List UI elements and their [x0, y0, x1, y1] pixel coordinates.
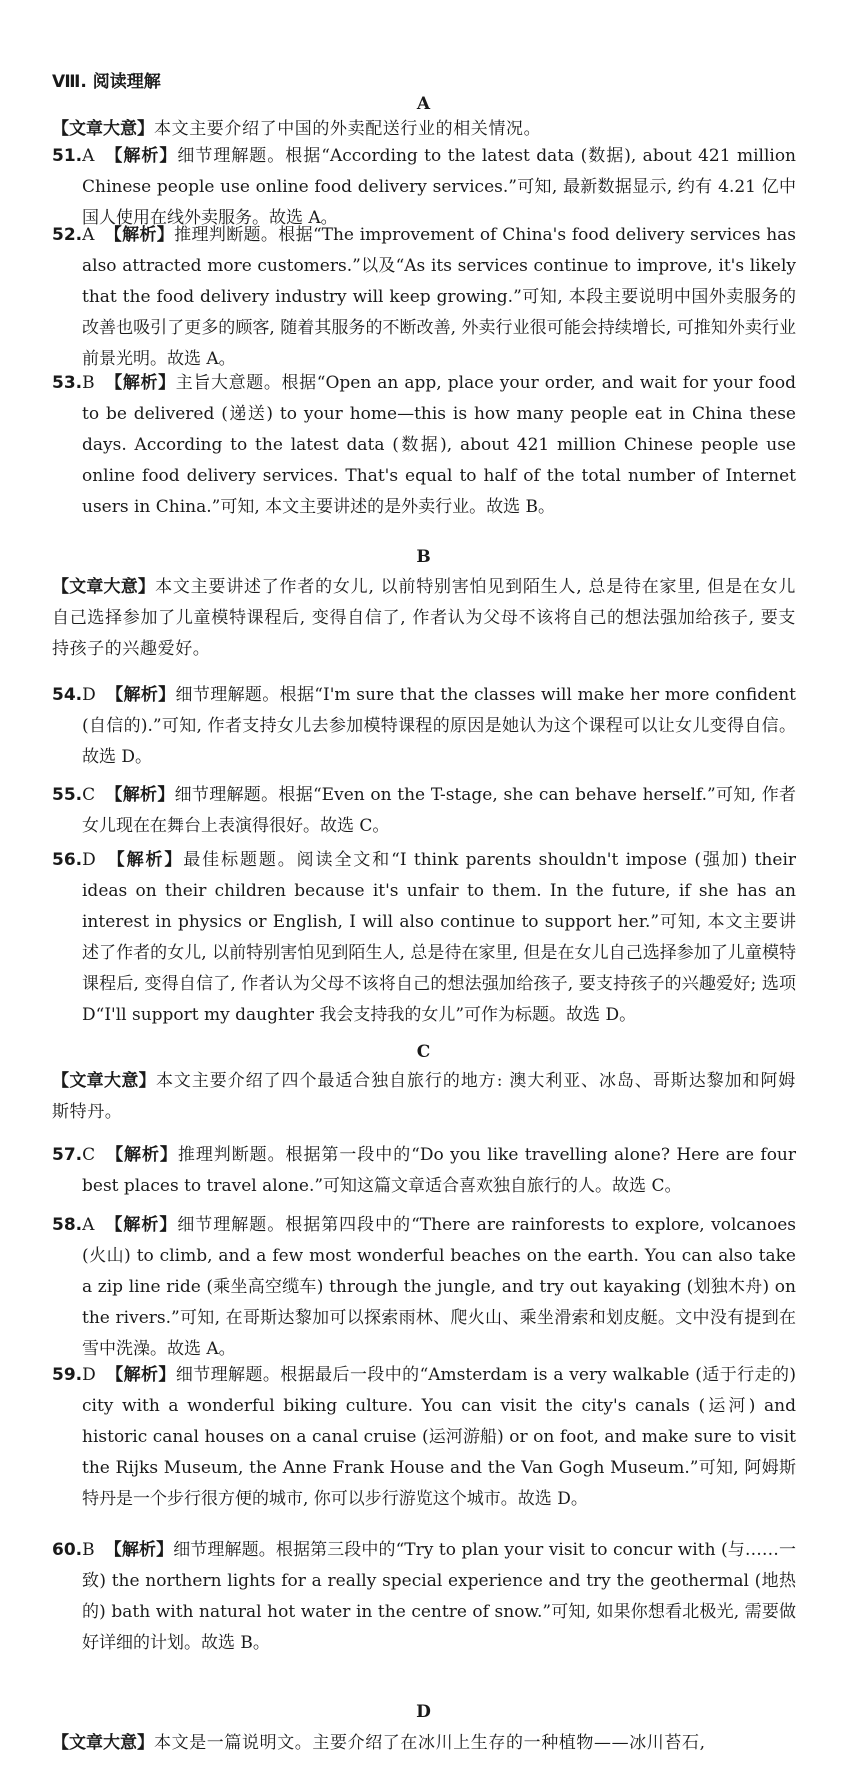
analysis-tag: 【解析】 [104, 225, 175, 245]
answer-item-56 [52, 845, 796, 1031]
answer-item-54 [52, 680, 796, 773]
analysis-text: 主旨大意题。根据“Open an app, place your order, and wait for your food to be delivered (递送) to your home—this is how many people eat in China these days. According to the latest data (数据), about 421 million Chinese people use online food delivery services. That's equal to half of the total number of Internet users in China.”可知, 本文主要讲述的是外卖行业。故选 B。 [82, 373, 796, 517]
analysis-text: 细节理解题。根据“Even on the T-stage, she can behave herself.”可知, 作者女儿现在在舞台上表演得很好。故选 C。 [82, 785, 796, 836]
analysis-tag: 【解析】 [104, 373, 176, 393]
passage-d-summary [52, 1728, 796, 1759]
analysis-tag: 【解析】 [104, 1215, 178, 1235]
passage-b-letter: B [416, 547, 431, 567]
analysis-tag: 【解析】 [104, 1540, 174, 1560]
summary-text: 本文主要介绍了中国的外卖配送行业的相关情况。 [154, 119, 542, 139]
answer-letter: A [82, 146, 95, 166]
question-number: 55. [52, 785, 83, 805]
analysis-text: 最佳标题题。阅读全文和“I think parents shouldn't impose (强加) their ideas on their children because it's unfair to them. In the future, if she has an interest in physics or English, I will also continue to support her.”可知, 本文主要讲述了作者的女儿, 以前特别害怕见到陌生人, 总是待在家里, 但是在女儿自己选择参加了儿童模特课程后, 变得自信了, 作者认为父母不该将自己的想法强加给孩子, 要支持孩子的兴趣爱好; 选项 D“I'll support my daughter 我会支持我的女儿”可作为标题。故选 D。 [82, 850, 797, 1025]
answer-letter: B [82, 1540, 95, 1560]
answer-letter: B [82, 373, 95, 393]
analysis-text: 细节理解题。根据第四段中的“There are rainforests to explore, volcanoes (火山) to climb, and a few most wonderful beaches on the earth. You can also take a zip line ride (乘坐高空缆车) through the jungle, and try out kayaking (划独木舟) on the rivers.”可知, 在哥斯达黎加可以探索雨林、爬火山、乘坐滑索和划皮艇。文中没有提到在雪中洗澡。故选 A。 [82, 1215, 797, 1359]
analysis-text: 推理判断题。根据“The improvement of China's food delivery services has also attracted more customers.”以及“As its services continue to improve, it's likely that the food delivery industry will keep growing.”可知, 本段主要说明中国外卖服务的改善也吸引了更多的顾客, 随着其服务的不断改善, 外卖行业很可能会持续增长, 可推知外卖行业前景光明。故选 A。 [82, 225, 796, 369]
analysis-text: 细节理解题。根据第三段中的“Try to plan your visit to concur with (与……一致) the northern lights for a really special experience and try the geothermal (地热的) bath with natural hot water in the centre of snow.”可知, 如果你想看北极光, 需要做好详细的计划。故选 B。 [82, 1540, 797, 1653]
summary-text: 本文主要讲述了作者的女儿, 以前特别害怕见到陌生人, 总是待在家里, 但是在女儿自己选择参加了儿童模特课程后, 变得自信了, 作者认为父母不该将自己的想法强加给孩子, 要支持孩子的兴趣爱好。 [52, 577, 797, 659]
answer-letter: D [82, 850, 96, 870]
analysis-tag: 【解析】 [105, 685, 176, 705]
answer-item-59 [52, 1360, 796, 1515]
analysis-tag: 【解析】 [105, 850, 184, 870]
passage-d-letter: D [416, 1702, 431, 1722]
summary-tag: 【文章大意】 [52, 577, 156, 597]
summary-tag: 【文章大意】 [52, 119, 154, 139]
answer-item-52 [52, 220, 796, 375]
summary-tag: 【文章大意】 [52, 1071, 156, 1091]
answer-letter: C [82, 1145, 96, 1165]
passage-c-letter: C [416, 1042, 431, 1062]
passage-c-summary [52, 1066, 796, 1128]
analysis-text: 推理判断题。根据第一段中的“Do you like travelling alone? Here are four best places to travel alone.”可知这篇文章适合喜欢独自旅行的人。故选 C。 [82, 1145, 797, 1196]
analysis-text: 细节理解题。根据最后一段中的“Amsterdam is a very walkable (适于行走的) city with a wonderful biking culture. You can visit the city's canals (运河) and historic canal houses on a canal cruise (运河游船) or on foot, and make sure to visit the Rijks Museum, the Anne Frank House and the Van Gogh Museum.”可知, 阿姆斯特丹是一个步行很方便的城市, 你可以步行游览这个城市。故选 D。 [82, 1365, 796, 1509]
question-number: 52. [52, 225, 83, 245]
analysis-text: 细节理解题。根据“I'm sure that the classes will make her more confident (自信的).”可知, 作者支持女儿去参加模特课程的原因是她认为这个课程可以让女儿变得自信。故选 D。 [82, 685, 796, 767]
question-number: 59. [52, 1365, 83, 1385]
question-number: 58. [52, 1215, 83, 1235]
analysis-tag: 【解析】 [105, 785, 175, 805]
answer-item-57 [52, 1140, 796, 1202]
question-number: 53. [52, 373, 83, 393]
analysis-tag: 【解析】 [105, 1365, 176, 1385]
question-number: 56. [52, 850, 83, 870]
section-title: Ⅷ. 阅读理解 [52, 72, 161, 92]
question-number: 51. [52, 146, 83, 166]
answer-letter: D [82, 1365, 96, 1385]
answer-letter: C [82, 785, 96, 805]
question-number: 54. [52, 685, 83, 705]
answer-item-53 [52, 368, 796, 523]
analysis-tag: 【解析】 [104, 146, 178, 166]
answer-letter: A [82, 1215, 95, 1235]
question-number: 57. [52, 1145, 83, 1165]
answer-item-55 [52, 780, 796, 842]
passage-b-summary [52, 572, 796, 665]
passage-a-letter: A [416, 94, 431, 114]
answer-letter: A [82, 225, 95, 245]
answer-item-58 [52, 1210, 796, 1365]
summary-text: 本文是一篇说明文。主要介绍了在冰川上生存的一种植物——冰川苔石, [154, 1733, 706, 1753]
answer-letter: D [82, 685, 96, 705]
analysis-text: 细节理解题。根据“According to the latest data (数据), about 421 million Chinese people use online food delivery services.”可知, 最新数据显示, 约有 4.21 亿中国人使用在线外卖服务。故选 A。 [82, 146, 797, 228]
summary-text: 本文主要介绍了四个最适合独自旅行的地方: 澳大利亚、冰岛、哥斯达黎加和阿姆斯特丹。 [52, 1071, 796, 1122]
answer-item-60 [52, 1535, 796, 1659]
question-number: 60. [52, 1540, 83, 1560]
analysis-tag: 【解析】 [105, 1145, 178, 1165]
summary-tag: 【文章大意】 [52, 1733, 154, 1753]
